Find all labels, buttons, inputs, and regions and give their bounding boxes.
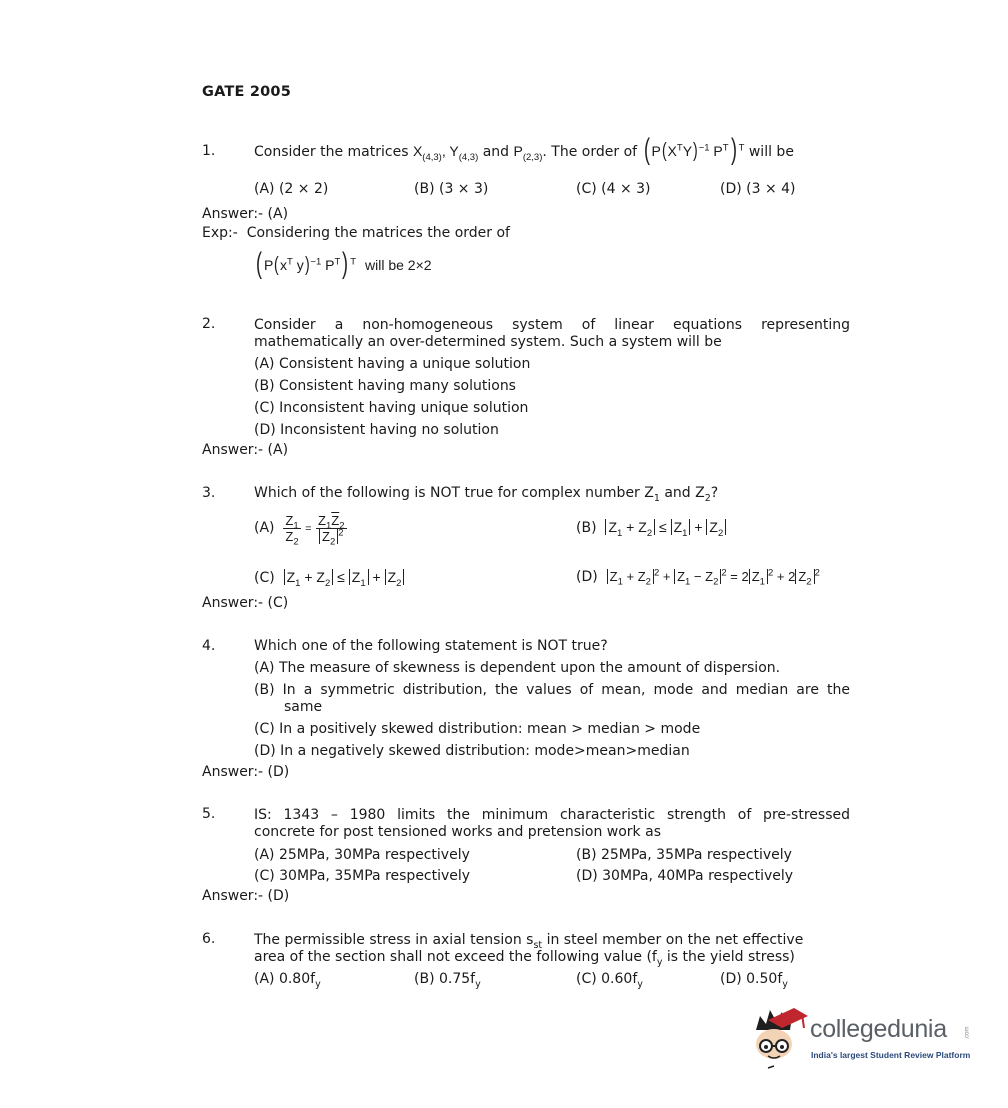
- q3-option-a: (A) $\frac{Z_1}{Z_2}$ = $\frac{Z_1\overline{Z}_2}{Z_2^2}$: [254, 512, 345, 548]
- brand-com: .com: [964, 1026, 971, 1040]
- q4-option-c: (C) In a positively skewed distribution: mean > median > mode: [254, 721, 701, 737]
- q5-number: 5.: [202, 806, 216, 822]
- q6-stem-line1: The permissible stress in axial tension $s_{st}$ in steel member on the net effective: [254, 932, 804, 951]
- q3-option-c: (C) $Z_1 + Z_2 \le Z_1 + Z_2$: [254, 568, 404, 587]
- q3-number: 3.: [202, 485, 216, 501]
- q1-option-d: (D) (3 × 4): [720, 181, 796, 197]
- q2-option-b: (B) Consistent having many solutions: [254, 378, 516, 394]
- q2-answer: Answer:- (A): [202, 442, 289, 458]
- q5-option-a: (A) 25MPa, 30MPa respectively: [254, 847, 470, 863]
- q6-stem-line2: area of the section shall not exceed the following value ($f_y$ is the yield stress): [254, 949, 795, 968]
- q2-option-d: (D) Inconsistent having no solution: [254, 422, 499, 438]
- q5-answer: Answer:- (D): [202, 888, 290, 904]
- q5-stem-line1: IS: 1343 – 1980 limits the minimum characteristic strength of pre-stressed: [254, 807, 850, 823]
- q6-number: 6.: [202, 931, 216, 947]
- q1-number: 1.: [202, 143, 216, 159]
- q2-number: 2.: [202, 316, 216, 332]
- q4-option-b: (B) In a symmetric distribution, the values of mean, mode and median are the: [254, 682, 850, 698]
- q4-option-d: (D) In a negatively skewed distribution: mode>mean>median: [254, 743, 690, 759]
- doc-title: GATE 2005: [202, 84, 291, 100]
- q4-option-b-cont: same: [284, 699, 323, 715]
- q1-answer: Answer:- (A): [202, 206, 289, 222]
- q6-option-c: (C) $0.60f_y$: [576, 971, 643, 990]
- q2-stem-line1: Consider a non-homogeneous system of linear equations representing: [254, 317, 850, 333]
- q1-option-c: (C) (4 × 3): [576, 181, 651, 197]
- q3-option-d: (D) $Z_1 + Z_2^2 + Z_1 - Z_2^2 = 2$ $Z_1^2 + 2$ $Z_2^2$: [576, 567, 820, 588]
- q6-option-b: (B) $0.75f_y$: [414, 971, 481, 990]
- q4-stem: Which one of the following statement is NOT true?: [254, 638, 608, 654]
- brand-name: collegedunia: [810, 1015, 947, 1043]
- q5-stem-line2: concrete for post tensioned works and pretension work as: [254, 824, 661, 840]
- q4-option-a: (A) The measure of skewness is dependent upon the amount of dispersion.: [254, 660, 781, 676]
- q4-answer: Answer:- (D): [202, 764, 290, 780]
- q1-stem: Consider the matrices $X_{(4,3)}$, $Y_{(4,3)}$ and $P_{(2,3)}$. The order of ( $P(X^TY)^{-1}$ $P^T$) $^T$ will be: [254, 133, 794, 166]
- q4-number: 4.: [202, 638, 216, 654]
- q1-option-a: (A) (2 × 2): [254, 181, 329, 197]
- q2-option-c: (C) Inconsistent having unique solution: [254, 400, 529, 416]
- q2-stem-line2: mathematically an over-determined system. Such a system will be: [254, 334, 722, 350]
- q5-option-c: (C) 30MPa, 35MPa respectively: [254, 868, 471, 884]
- q5-option-b: (B) 25MPa, 35MPa respectively: [576, 847, 792, 863]
- q3-option-b: (B) $Z_1 + Z_2 \le Z_1 + Z_2$: [576, 518, 726, 537]
- q3-stem: Which of the following is NOT true for complex number $Z_1$ and $Z_2$?: [254, 485, 719, 504]
- q1-explanation: Exp:- Considering the matrices the order of: [202, 225, 510, 241]
- q6-option-a: (A) $0.80f_y$: [254, 971, 321, 990]
- q2-option-a: (A) Consistent having a unique solution: [254, 356, 531, 372]
- brand-tagline: India's largest Student Review Platform: [811, 1050, 971, 1060]
- q1-expression: ( $P(X^TY)^{-1}$ $P^T$) $^T$: [643, 133, 745, 166]
- q6-option-d: (D) $0.50f_y$: [720, 971, 788, 990]
- q3-answer: Answer:- (C): [202, 595, 289, 611]
- q1-option-b: (B) (3 × 3): [414, 181, 489, 197]
- q1-exp-expression: ( $P(x^T$ y)$^{-1}$ $P^T$) $^T$ will be 2×2: [256, 247, 432, 280]
- q5-option-d: (D) 30MPa, 40MPa respectively: [576, 868, 794, 884]
